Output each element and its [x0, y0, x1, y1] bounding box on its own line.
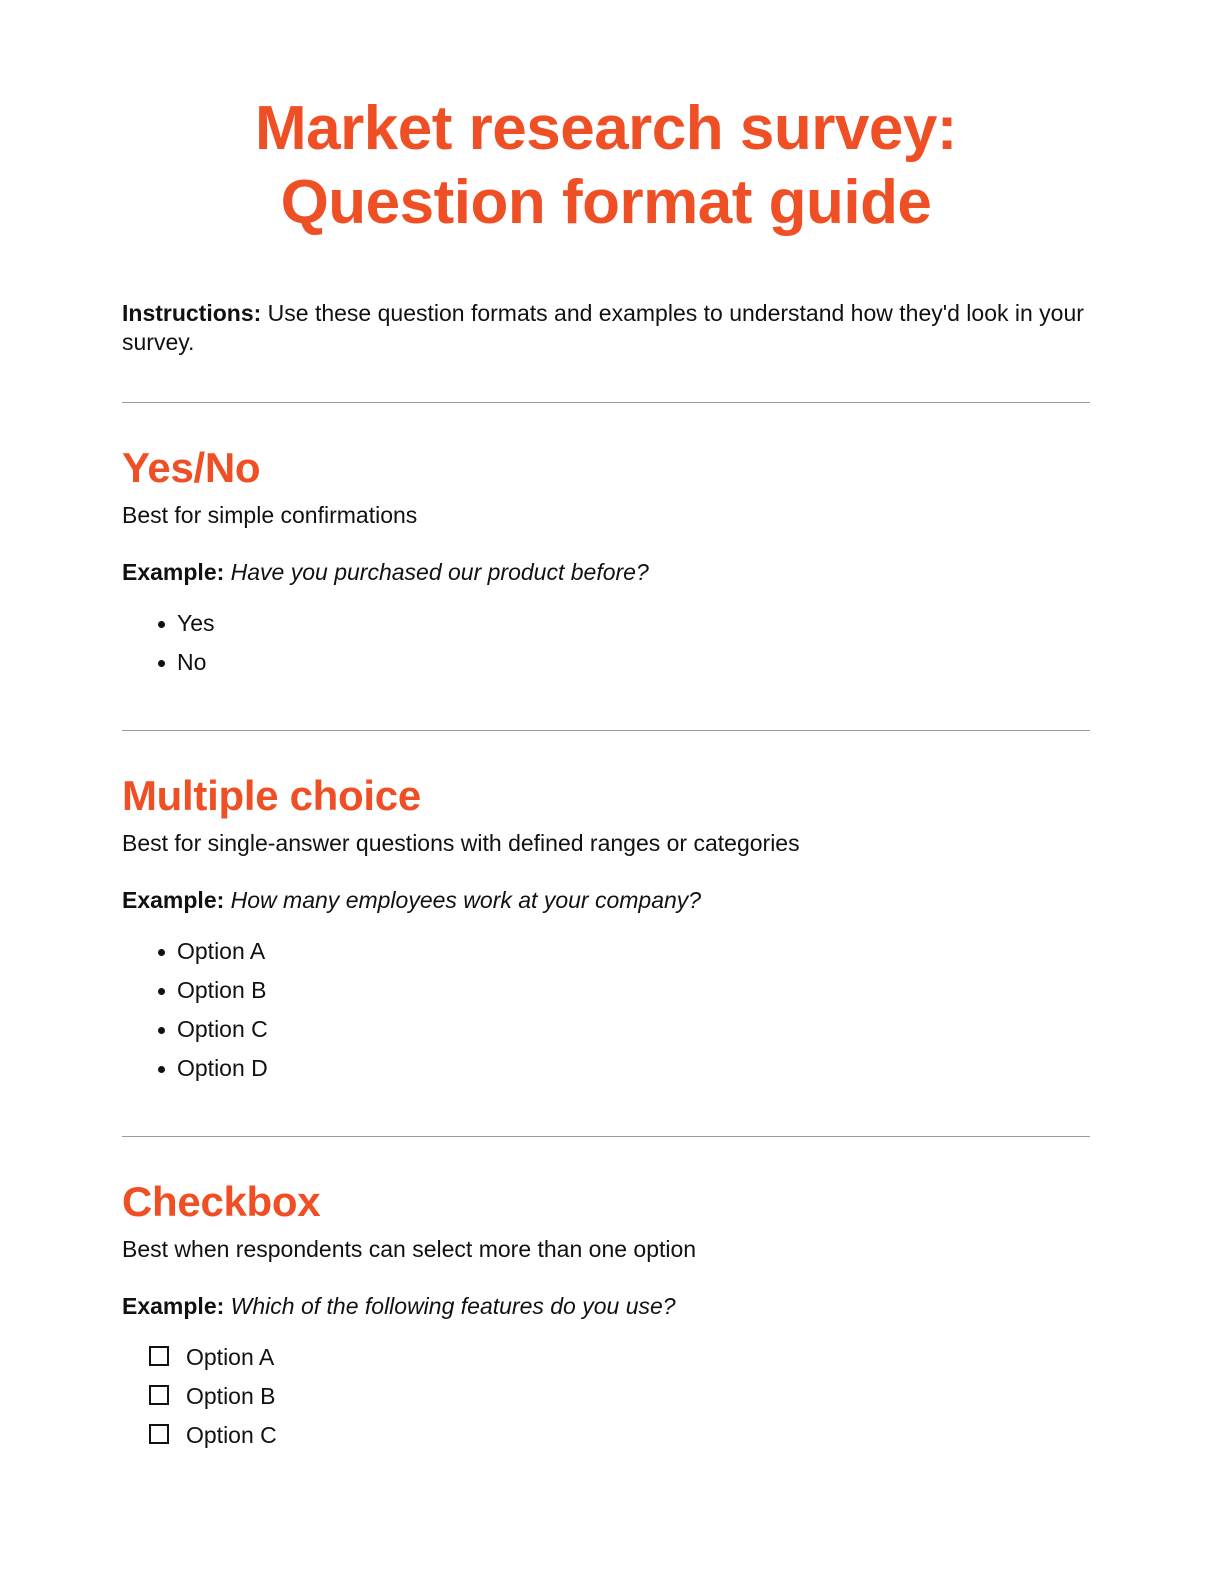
- example-question: Which of the following features do you use?: [230, 1293, 676, 1319]
- option-label: Yes: [177, 610, 215, 636]
- list-item: [158, 976, 1090, 1005]
- example-line: [122, 886, 1090, 915]
- option-label: Option A: [177, 938, 266, 964]
- section-description: Best for simple confirmations: [122, 502, 418, 528]
- instructions-text: Use these question formats and examples to understand how they'd look in your survey.: [122, 300, 1084, 355]
- example-label: Example:: [122, 1293, 225, 1319]
- checkbox-icon[interactable]: [149, 1424, 169, 1444]
- instructions-paragraph: [122, 299, 1090, 357]
- section-description: Best for single-answer questions with defined ranges or categories: [122, 830, 800, 856]
- section-divider: [122, 402, 1090, 403]
- list-item: [158, 937, 1090, 966]
- checkbox-icon[interactable]: [149, 1385, 169, 1405]
- bullet-icon: [158, 949, 165, 956]
- example-line: [122, 1292, 1090, 1321]
- example-question: Have you purchased our product before?: [230, 559, 649, 585]
- page-title-line-1: Market research survey:: [255, 94, 957, 163]
- section-multiple-choice: [122, 771, 1090, 1093]
- section-heading: Checkbox: [122, 1178, 321, 1225]
- page-title-line-2: Question format guide: [280, 168, 932, 237]
- section-description: Best when respondents can select more than one option: [122, 1236, 697, 1262]
- list-item: [158, 648, 1090, 677]
- section-yes-no: [122, 443, 1090, 687]
- example-label: Example:: [122, 559, 225, 585]
- checkbox-item[interactable]: [149, 1343, 1090, 1372]
- option-label: No: [177, 649, 207, 675]
- list-item: [158, 1015, 1090, 1044]
- section-heading: Multiple choice: [122, 772, 421, 819]
- option-label: Option A: [186, 1344, 275, 1370]
- example-line: [122, 558, 1090, 587]
- option-label: Option D: [177, 1055, 268, 1081]
- list-item: [158, 1054, 1090, 1083]
- section-divider: [122, 730, 1090, 731]
- checkbox-item[interactable]: [149, 1382, 1090, 1411]
- checkbox-icon[interactable]: [149, 1346, 169, 1366]
- checkbox-list: [122, 1343, 1090, 1450]
- option-list: [122, 609, 1090, 677]
- section-heading: Yes/No: [122, 444, 261, 491]
- checkbox-item[interactable]: [149, 1421, 1090, 1450]
- example-label: Example:: [122, 887, 225, 913]
- bullet-icon: [158, 1066, 165, 1073]
- option-label: Option B: [186, 1383, 276, 1409]
- option-label: Option C: [177, 1016, 268, 1042]
- section-divider: [122, 1136, 1090, 1137]
- option-label: Option C: [186, 1422, 277, 1448]
- example-question: How many employees work at your company?: [230, 887, 702, 913]
- list-item: [158, 609, 1090, 638]
- bullet-icon: [158, 621, 165, 628]
- page-title: [122, 92, 1090, 240]
- option-list: [122, 937, 1090, 1083]
- bullet-icon: [158, 660, 165, 667]
- section-checkbox: [122, 1177, 1090, 1460]
- option-label: Option B: [177, 977, 267, 1003]
- bullet-icon: [158, 1027, 165, 1034]
- bullet-icon: [158, 988, 165, 995]
- instructions-label: Instructions:: [122, 300, 262, 326]
